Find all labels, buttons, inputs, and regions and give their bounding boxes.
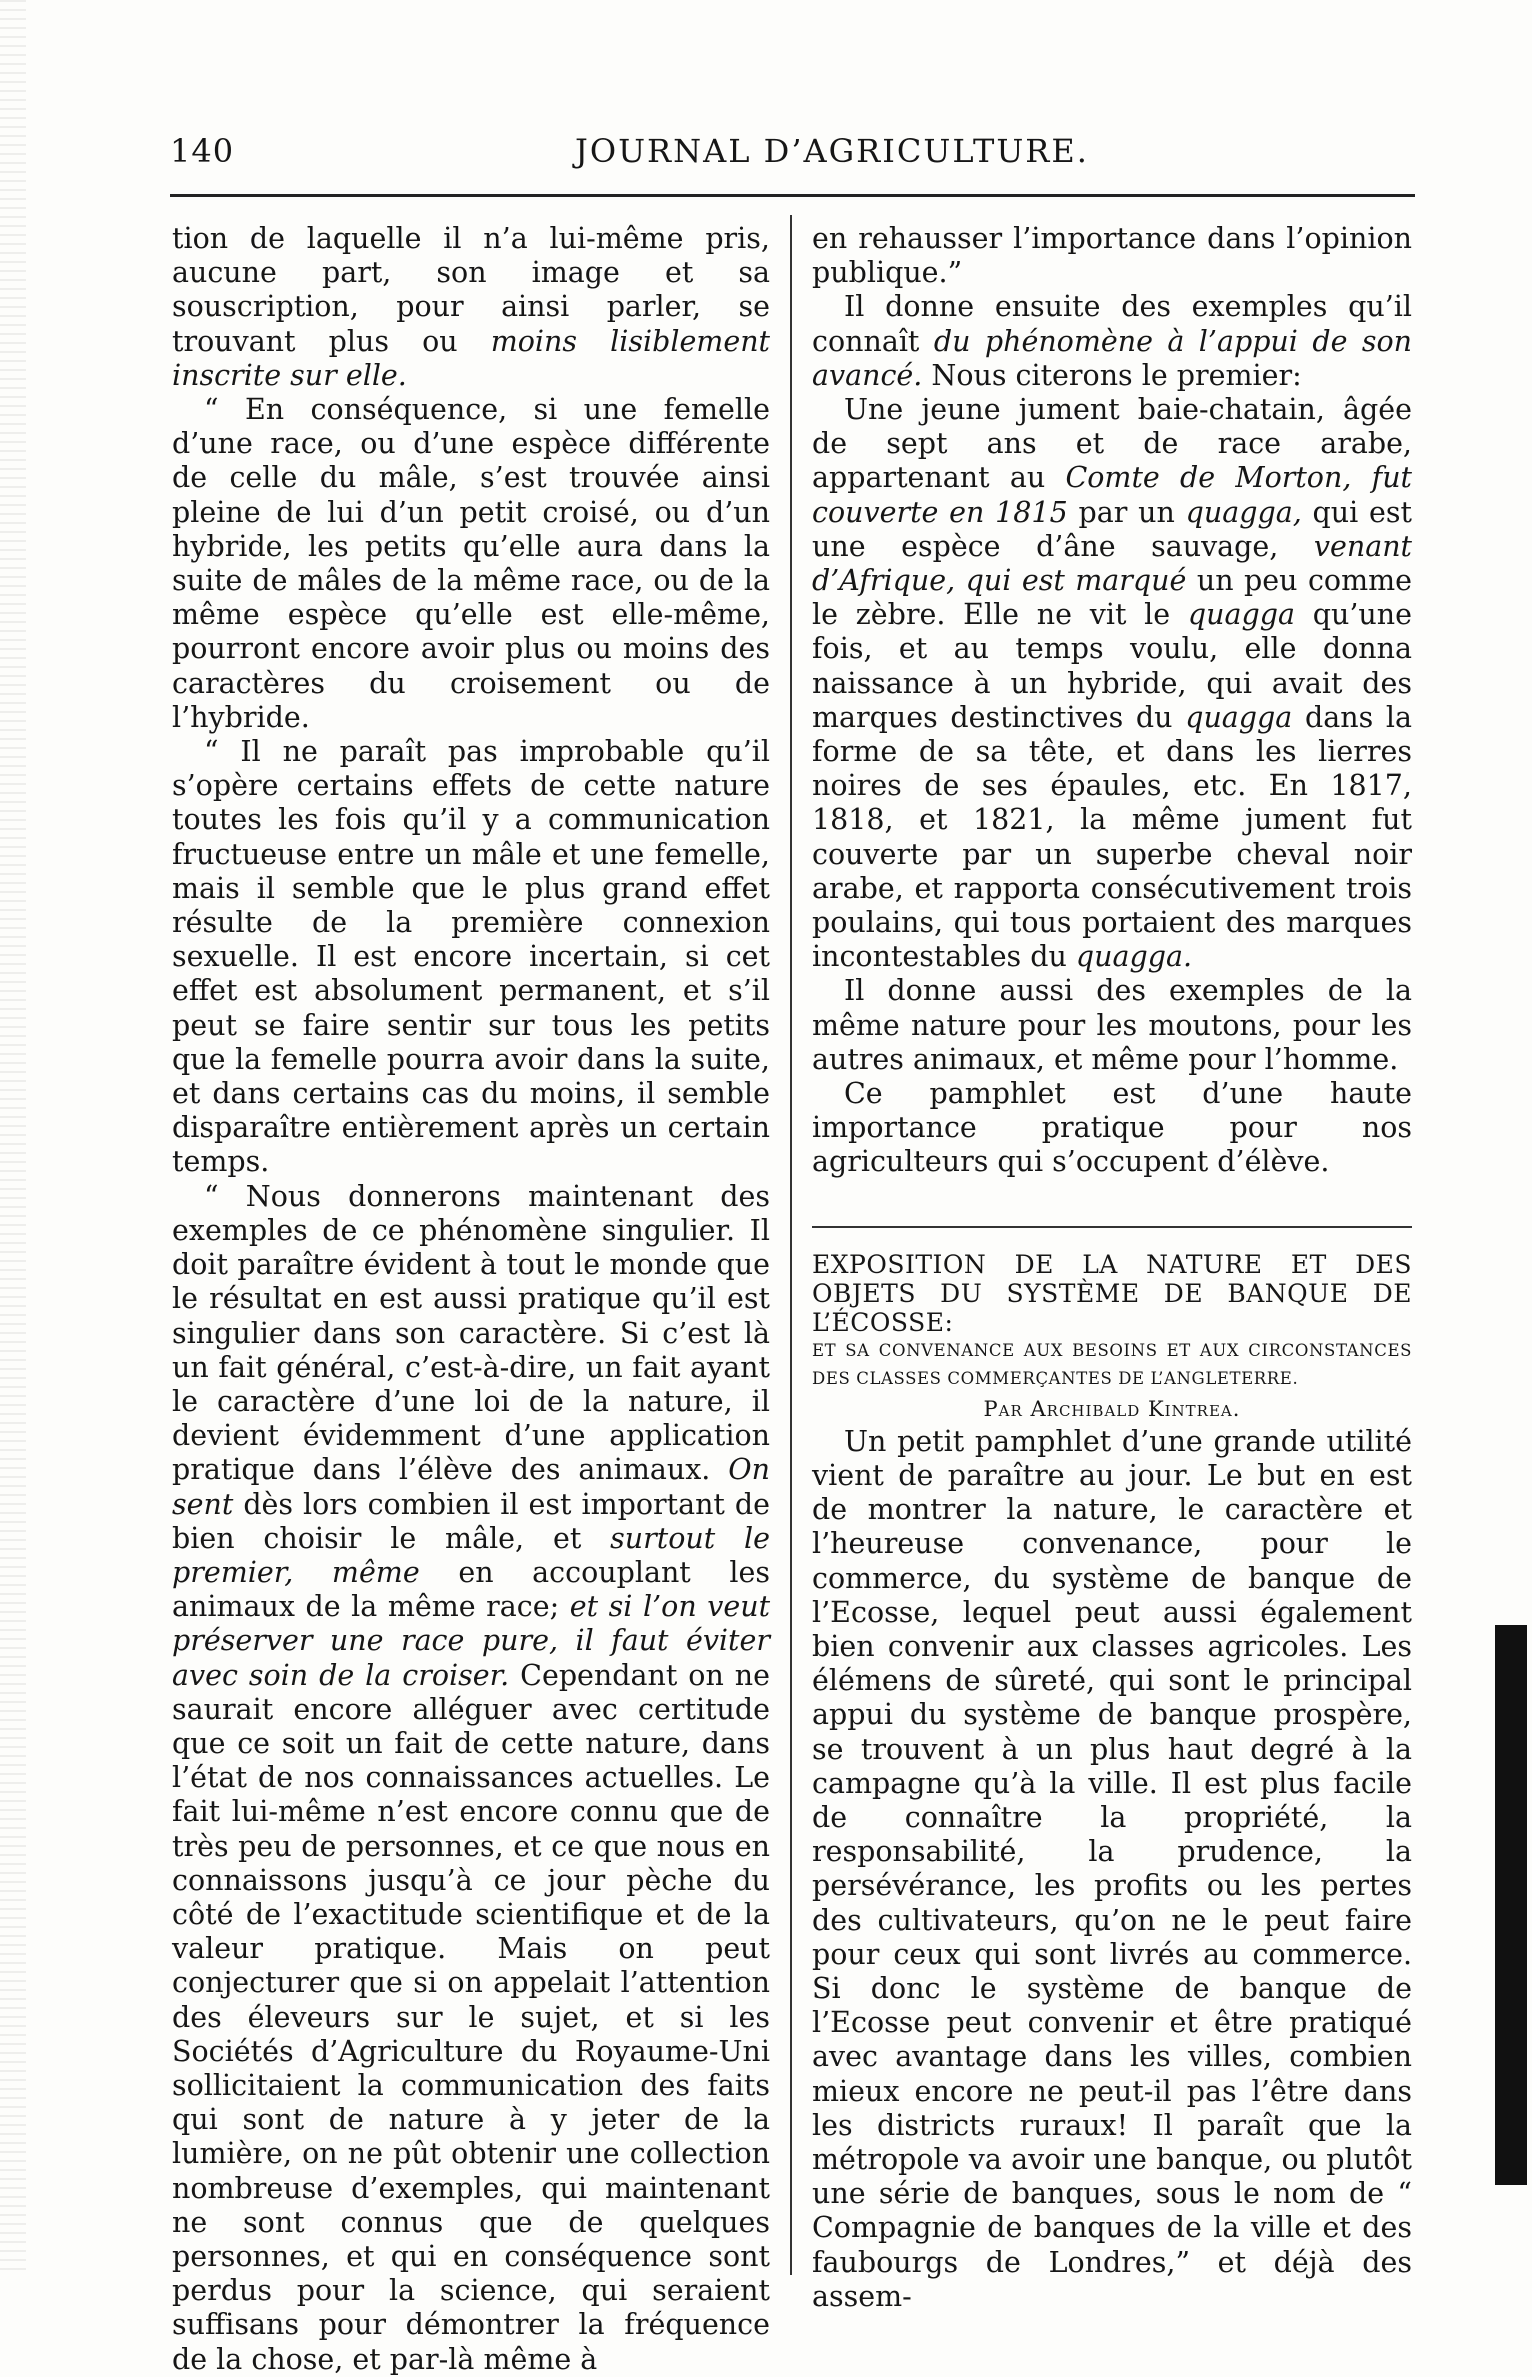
text-run: un peu comme le zèbre. Elle ne vit le bbox=[812, 564, 1412, 632]
italic-run: quagga bbox=[1187, 598, 1295, 632]
paragraph bbox=[172, 1180, 770, 2377]
text-run: Nous citerons le premier: bbox=[931, 358, 1302, 392]
text-run: dans la forme de sa tête, et dans les lierres noires de ses épaules, etc. En 1817, 1818, et 1821, la même jument fut couverte par un superbe cheval noir arabe, et rapporta consécutivement trois poulains, qui tous portaient des marques incontestables du bbox=[812, 700, 1413, 974]
italic-run: et si l’on veut préserver une race pure, il faut éviter avec soin de la bbox=[172, 1590, 771, 1692]
section-subtitle: ET SA CONVENANCE AUX BESOINS ET AUX CIRCONSTANCES DES CLASSES COMMERÇANTES DE L’ANGLETERRE. bbox=[812, 1340, 1412, 1388]
italic-run: quagga. bbox=[1075, 940, 1193, 974]
left-column bbox=[172, 222, 770, 2377]
italic-run: Comte de Morton, fut couverte en 1815 bbox=[812, 461, 1412, 529]
right-column bbox=[812, 222, 1412, 2314]
italic-run: moins lisiblement inscrite sur elle. bbox=[172, 324, 771, 392]
scan-gutter bbox=[0, 0, 26, 2275]
paragraph bbox=[812, 290, 1412, 393]
italic-run: surtout le premier, même bbox=[172, 1521, 770, 1589]
header-rule bbox=[170, 194, 1415, 197]
text-run: qui est une espèce d’âne sauvage, bbox=[812, 495, 1412, 563]
paragraph bbox=[812, 393, 1412, 974]
paragraph: “ En conséquence, si une femelle d’une race, ou d’une espèce différente de celle du mâle, s’est trouvée ainsi pleine de lui d’un petit croisé, ou d’un hybride, les petits qu’elle aura dans la suite de mâles de la même race, ou de la même espèce qu’elle est elle-même, pourront encore avoir plus ou moins des caractères du croisement ou de l’hybride. bbox=[172, 393, 770, 734]
section-author: Par Archibald Kintrea. bbox=[983, 1396, 1241, 1421]
paragraph: “ Il ne paraît pas improbable qu’il s’opère certains effets de cette nature toutes les fois qu’il y a communication fructueuse entre un mâle et une femelle, mais il semble que le plus grand effet résulte de la première connexion sexuelle. Il est encore incertain, si cet effet est absolument permanent, et s’il peut se faire sentir sur tous les petits que la femelle pourra avoir dans la suite, et dans certains cas du moins, il semble disparaître entièrement après un certain temps. bbox=[172, 735, 770, 1179]
text-run: Cependant on ne saurait encore alléguer avec certitude que ce soit un fait de cette nature, dans l’état de nos connaissances actuelles. Le fait lui-même n’est encore connu que de très peu de personnes, et ce que nous en connaissons jusqu’à ce jour pèche du côté de l’exactitude scientifique et de la valeur pratique. Mais on peut conjecturer que si on appelait l’attention des éleveurs sur le sujet, et si les Sociétés d’Agriculture du Royaume-Uni sollicitaient la communication des faits qui sont de nature à y jeter de la lumière, on ne pût obtenir une collection nombreuse d’exemples, qui maintenant ne sont connus que de quelques personnes, et qui en conséquence sont perdus pour la science, qui seraient suffisans pour démontrer la fréquence de la chose, et par-là même à bbox=[172, 1658, 770, 2376]
italic-run: On sent bbox=[172, 1453, 770, 1521]
text-run: tion de laquelle il n’a lui-même pris, aucune part, son image et sa souscription, pour ainsi parler, se trouvant plus ou bbox=[172, 222, 770, 358]
paragraph: Un petit pamphlet d’une grande utilité vient de paraître au jour. Le but en est de montrer la nature, le caractère et l’heureuse convenance, pour le commerce, du système de banque de l’Ecosse, lequel peut aussi également bien convenir aux classes agricoles. Les élémens de sûreté, qui sont le principal appui du système de banque prospère, se trouvent à un plus haut degré à la campagne qu’à la ville. Il est plus facile de connaître la propriété, la responsabilité, la prudence, la persévérance, les profits ou les pertes des cultivateurs, qu’on ne le peut faire pour ceux qui sont livrés au commerce. Si donc le système de banque de l’Ecosse peut convenir et être pratiqué avec avantage dans les villes, combien mieux encore ne peut-il pas l’être dans les districts ruraux! Il paraît que la métropole va avoir une banque, ou plutôt une série de banques, sous le nom de “ Compagnie de banques de la ville et des faubourgs de Londres,” et déjà des assem- bbox=[812, 1424, 1412, 2313]
text-run: qu’une fois, et au temps voulu, elle donna naissance à un hybride, qui avait des marques destinctives du bbox=[812, 598, 1412, 734]
text-run: par un bbox=[1078, 495, 1175, 529]
text-run: “ Nous donnerons maintenant des exemples de ce phénomène singulier. Il doit paraître évident à tout le monde que le résultat en est aussi pratique qu’il est singulier dans son caractère. Si c’est là un fait général, c’est-à-dire, un fait ayant le caractère d’une loi de la nature, il devient évidemment d’une application pratique dans l’élève des animaux. bbox=[172, 1179, 770, 1487]
scan-edge-bar bbox=[1495, 1625, 1527, 2185]
section-title: EXPOSITION DE LA NATURE ET DES OBJETS DU SYSTÈME DE BANQUE DE L’ÉCOSSE: bbox=[812, 1249, 1412, 1337]
column-divider bbox=[790, 215, 792, 2275]
page-number: 140 bbox=[170, 132, 235, 170]
text-run: Il donne ensuite des exemples qu’il connaît bbox=[812, 290, 1412, 358]
running-title: JOURNAL D’AGRICULTURE. bbox=[575, 132, 1089, 170]
text-run: en accouplant les animaux de la même race; bbox=[172, 1555, 770, 1624]
italic-run: quagga, bbox=[1185, 495, 1302, 529]
text-run: Une jeune jument baie-chatain, âgée de sept ans et de race arabe, appartenant au bbox=[812, 393, 1412, 495]
italic-run: venant d’Afrique, qui est marqué bbox=[812, 529, 1412, 598]
paragraph: en rehausser l’importance dans l’opinion publique.” bbox=[812, 222, 1412, 290]
paragraph: Ce pamphlet est d’une haute importance pratique pour nos agriculteurs qui s’occupent d’élève. bbox=[812, 1077, 1412, 1179]
paragraph: Il donne aussi des exemples de la même nature pour les moutons, pour les autres animaux, et même pour l’homme. bbox=[812, 974, 1412, 1076]
italic-run: quagga bbox=[1185, 700, 1293, 734]
italic-run: croiser. bbox=[402, 1658, 510, 1692]
section-rule bbox=[812, 1226, 1412, 1228]
text-run: dès lors combien il est important de bien choisir le mâle, et bbox=[172, 1487, 770, 1555]
paragraph bbox=[172, 222, 770, 393]
italic-run: du phénomène à l’appui de son avancé. bbox=[812, 324, 1413, 392]
